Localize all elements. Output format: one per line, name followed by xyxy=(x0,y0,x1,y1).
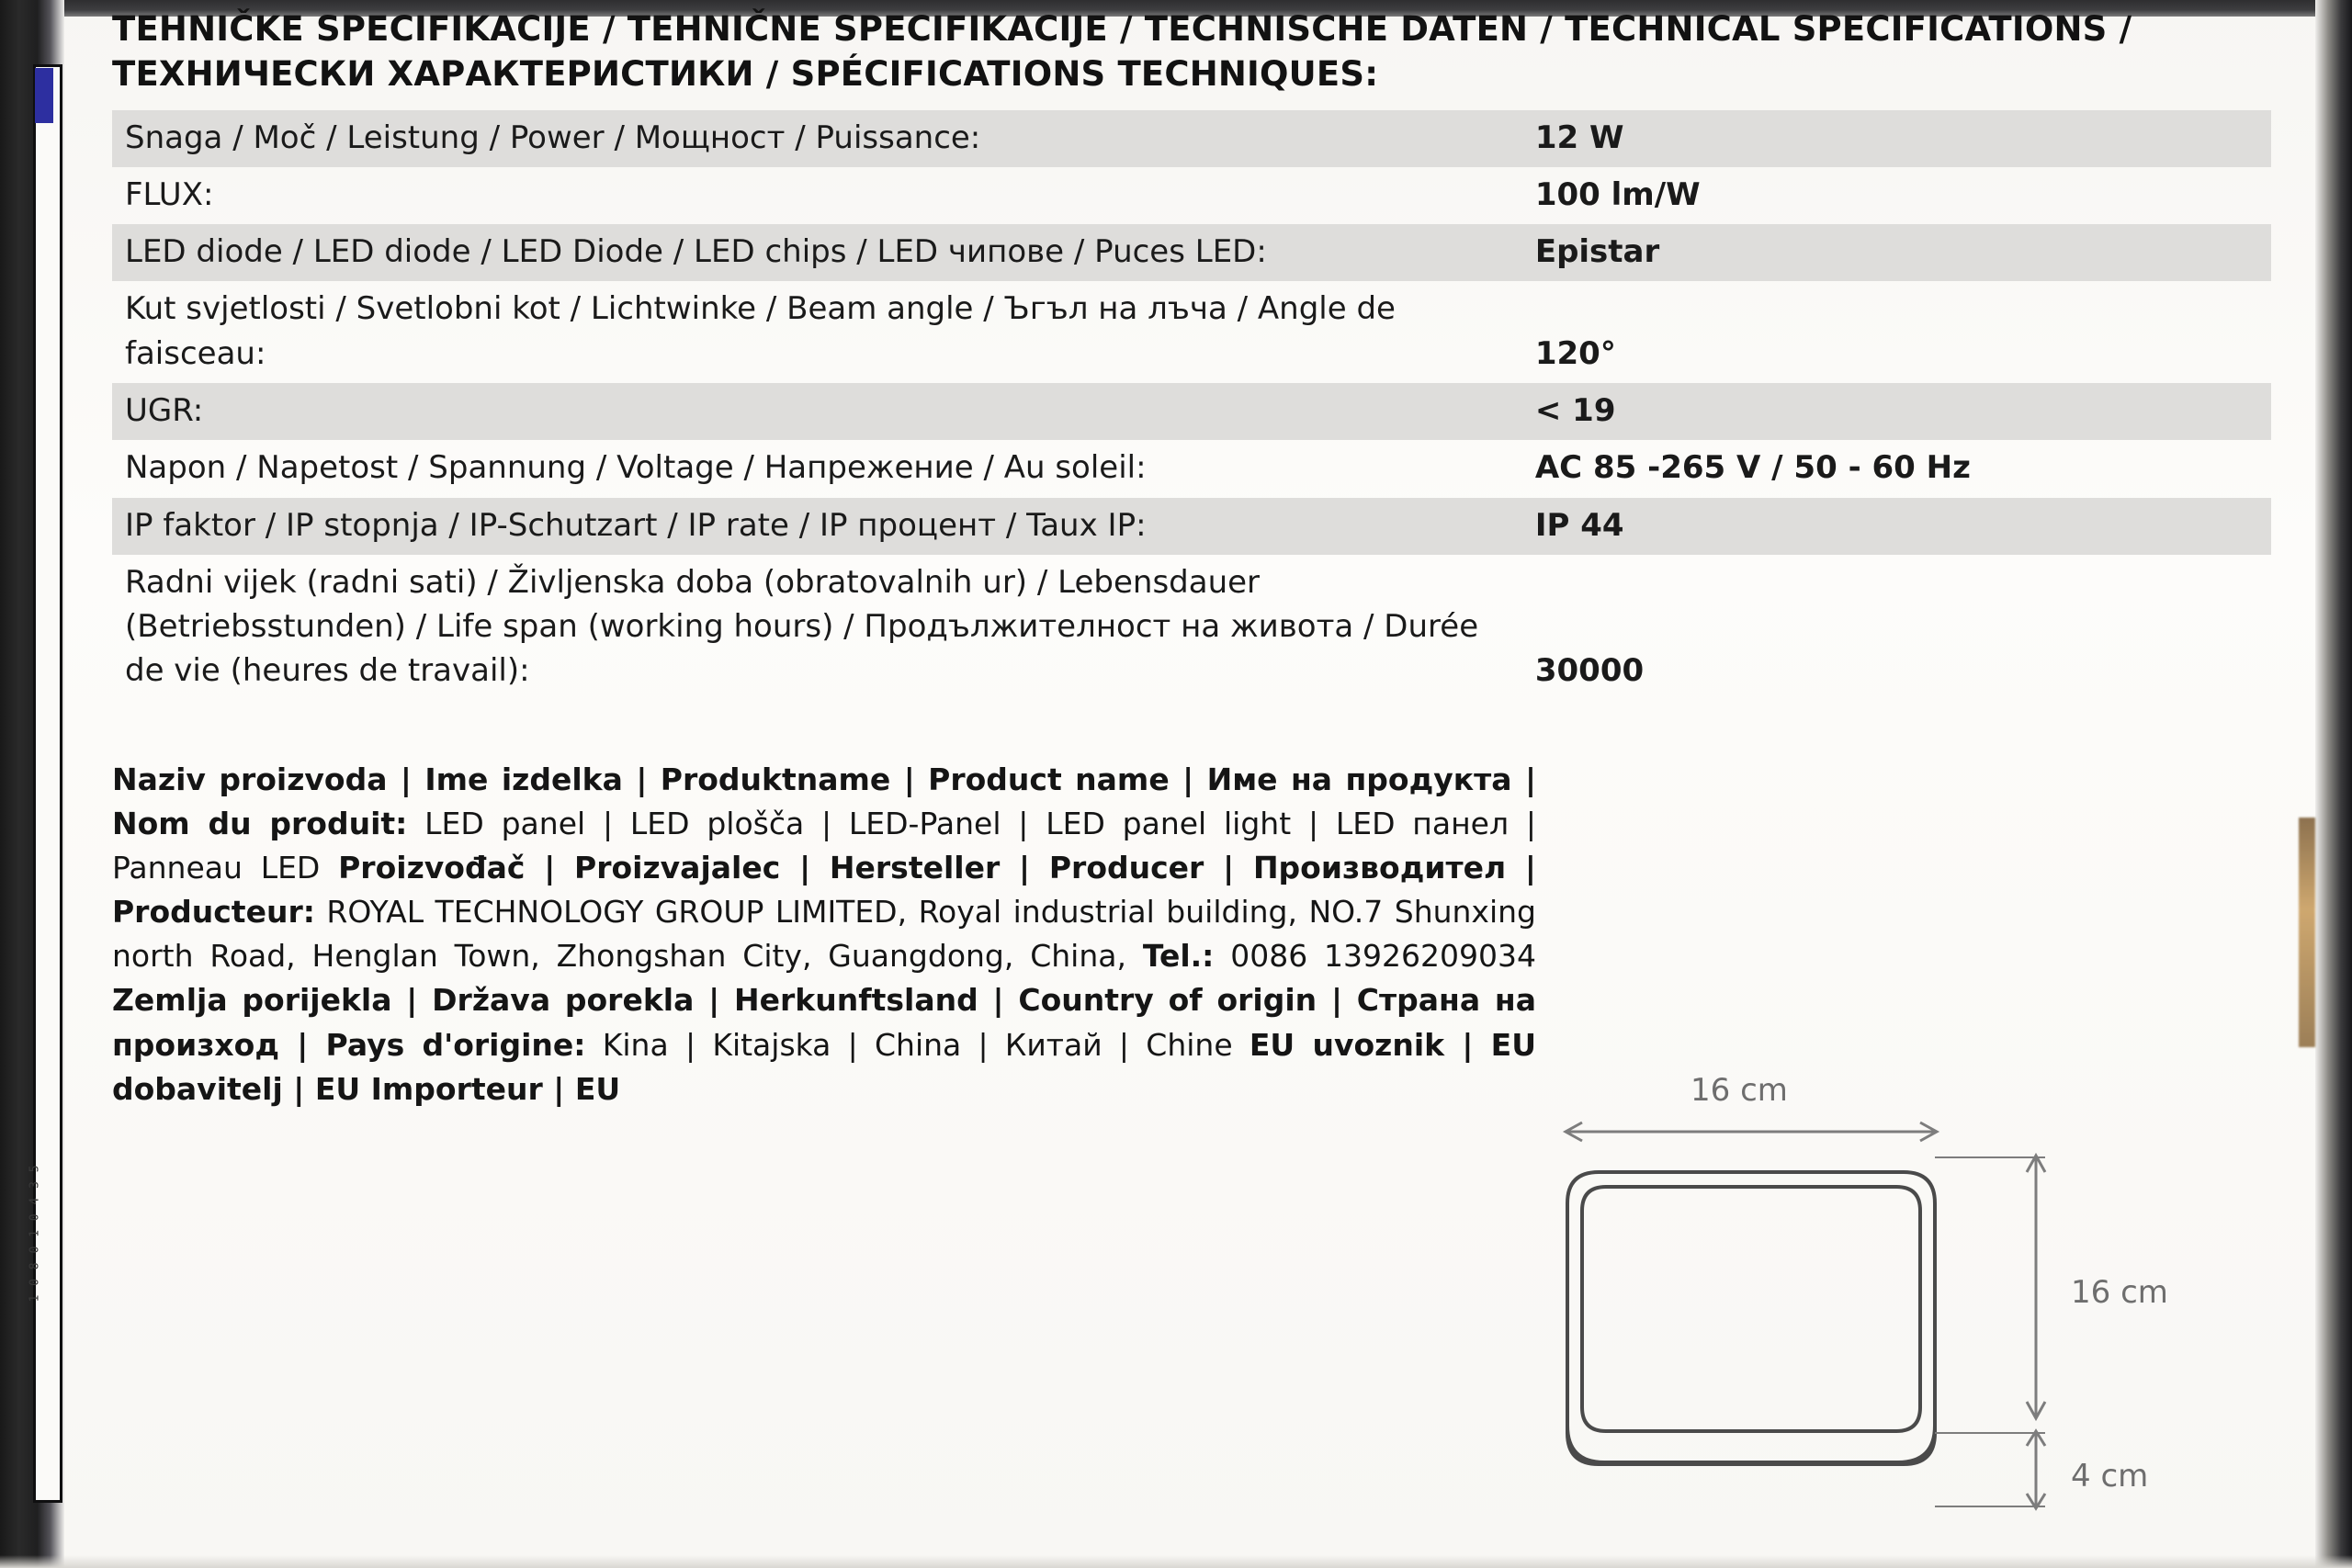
product-info-block xyxy=(112,758,1536,1111)
spec-value: 120° xyxy=(1534,334,1616,372)
product-name-values: LED panel | LED plošča | LED-Panel | LED panel light | LED панел | Panneau LED xyxy=(112,805,1536,886)
specifications-heading: TEHNIČKE SPECIFIKACIJE / TEHNIČNE SPECIFIKACIJE / TECHNISCHE DATEN / TECHNICAL SPECIFICATIONS / ТЕХНИЧЕСКИ ХАРАКТЕРИСТИКИ / SPÉCIFICATIONS TECHNIQUES: xyxy=(112,9,2132,94)
height-label: 4 cm xyxy=(2071,1458,2149,1495)
spec-value: 100 lm/W xyxy=(1534,175,1701,213)
label-right-edge xyxy=(2315,0,2352,1568)
label-left-edge xyxy=(0,0,64,1568)
spec-row-flux xyxy=(112,167,2271,224)
spec-label: Radni vijek (radni sati) / Življenska doba (obratovalnih ur) / Lebensdauer (Betriebsstunden) / Life span (working hours) / Продължителност на живота / Durée de vie (heures de travail): xyxy=(125,563,1479,690)
tel-label: Tel.: xyxy=(1142,938,1215,975)
spec-row-power xyxy=(112,110,2271,167)
spec-label: FLUX: xyxy=(125,175,214,213)
depth-arrow xyxy=(1935,1156,2045,1418)
manufacturer-value: ROYAL TECHNOLOGY GROUP LIMITED, Royal industrial building, NO.7 Shunxing north Road, Henglan Town, Zhongshan City, Guangdong, China, xyxy=(112,894,1536,975)
spec-row-beam-angle xyxy=(112,281,2271,383)
spec-value: 12 W xyxy=(1500,110,2271,167)
side-code: 1 0 8 0 1 0 4 3 5 xyxy=(28,1164,42,1303)
spec-value: IP 44 xyxy=(1500,498,2271,555)
spec-label: Snaga / Moč / Leistung / Power / Мощност / Puissance: xyxy=(112,110,1500,167)
tel-value: 0086 13926209034 xyxy=(1214,938,1536,975)
label-content xyxy=(112,7,2317,1111)
blue-marker xyxy=(35,68,53,123)
spec-value: AC 85 -265 V / 50 - 60 Hz xyxy=(1534,449,1971,487)
spec-value: 30000 xyxy=(1534,652,1645,690)
spec-row-life-span xyxy=(112,555,2271,701)
width-label: 16 cm xyxy=(1690,1072,1788,1109)
dimension-diagram xyxy=(1525,1047,2260,1562)
spec-value: Epistar xyxy=(1500,224,2271,281)
spec-row-voltage xyxy=(112,440,2271,497)
spec-label: IP faktor / IP stopnja / IP-Schutzart / IP rate / IP процент / Taux IP: xyxy=(112,498,1500,555)
spec-row-led-diode xyxy=(112,224,2271,281)
spec-label: Kut svjetlosti / Svetlobni kot / Lichtwinke / Beam angle / Ъгъл на лъча / Angle de faisceau: xyxy=(125,290,1396,372)
panel-outline xyxy=(1567,1172,1935,1464)
spec-row-ugr xyxy=(112,383,2271,440)
spec-row-ip-rate xyxy=(112,498,2271,555)
spec-label: LED diode / LED diode / LED Diode / LED chips / LED чипове / Puces LED: xyxy=(112,224,1500,281)
spec-label: UGR: xyxy=(112,383,1500,440)
manufacturer-labels: Proizvođač | Proizvajalec | Hersteller | Producer | Производител | Producteur: xyxy=(112,849,1536,931)
width-arrow xyxy=(1566,1122,1937,1141)
origin-value: Kina | Kitajska | China | Китай | Chine xyxy=(585,1026,1250,1063)
spec-value: < 19 xyxy=(1500,383,2271,440)
origin-labels: Zemlja porijekla | Država porekla | Herkunftsland | Country of origin | Страна на произход | Pays d'origine: xyxy=(112,982,1536,1063)
spec-label: Napon / Napetost / Spannung / Voltage / Напрежение / Au soleil: xyxy=(125,449,1147,487)
product-name-labels: Naziv proizvoda | Ime izdelka | Produktname | Product name | Име на продукта | Nom du produit: xyxy=(112,761,1536,841)
specifications-table xyxy=(112,110,2271,701)
depth-label: 16 cm xyxy=(2071,1274,2168,1311)
height-arrow xyxy=(1935,1431,2045,1508)
importer-labels: EU uvoznik | EU dobavitelj | EU Importeur | EU xyxy=(112,1026,1536,1107)
